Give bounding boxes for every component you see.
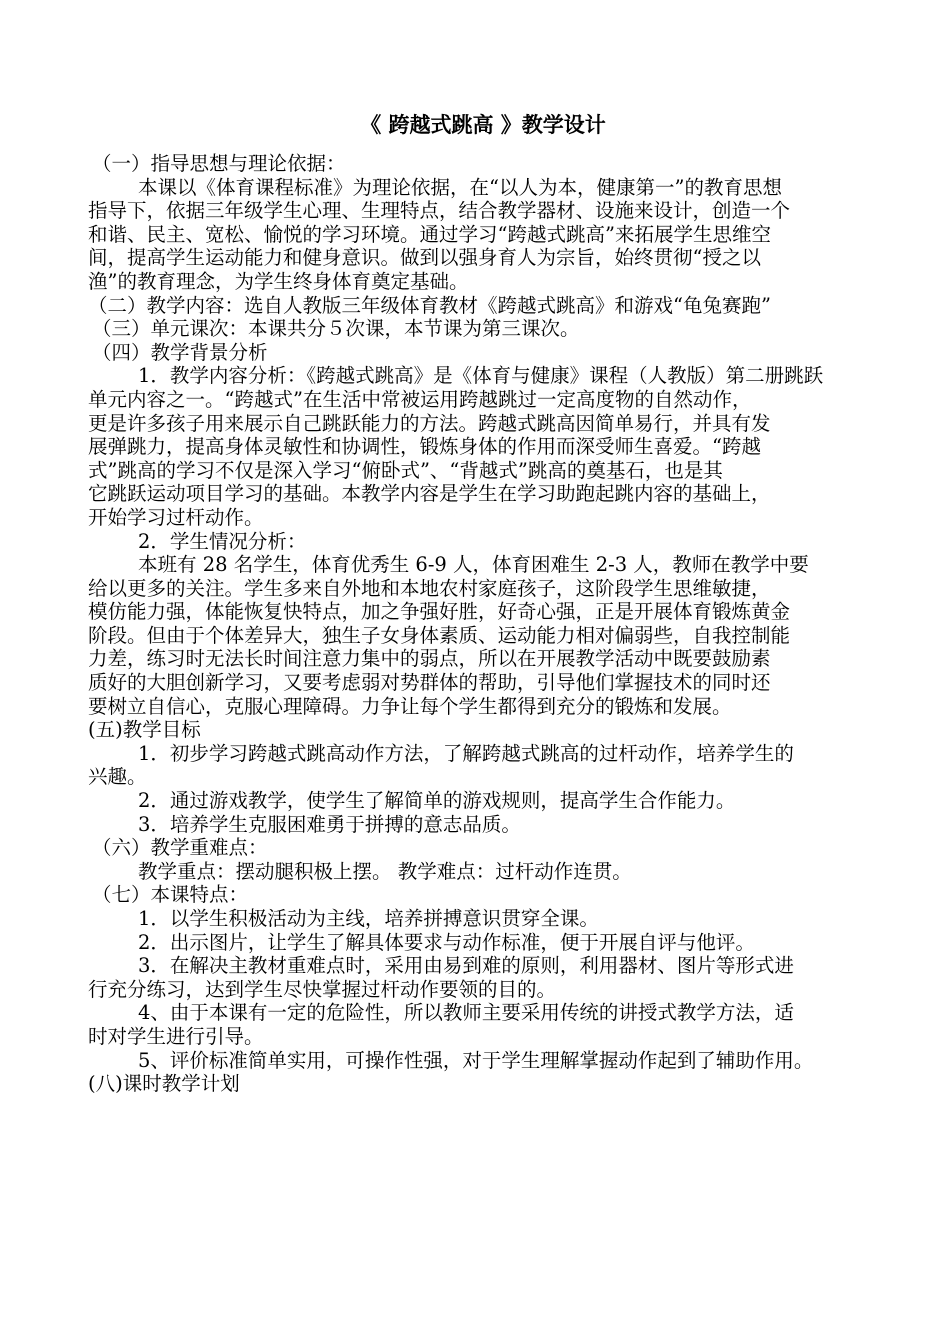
paragraph-line: 更是许多孩子用来展示自己跳跃能力的方法。跨越式跳高因简单易行，并具有发 (88, 411, 771, 435)
paragraph-line: 指导下，依据三年级学生心理、生理特点，结合教学器材、设施来设计，创造一个 (88, 199, 791, 223)
paragraph-line: 间，提高学生运动能力和健身意识。做到以强身育人为宗旨，始终贯彻“授之以 (88, 246, 761, 270)
paragraph-line: 行充分练习，达到学生尽快掌握过杆动作要领的目的。 (88, 977, 557, 1001)
paragraph-line: 2．出示图片，让学生了解具体要求与动作标准，便于开展自评与他评。 (138, 930, 755, 954)
paragraph-line: 给以更多的关注。学生多来自外地和本地农村家庭孩子，这阶段学生思维敏捷， (88, 576, 771, 600)
paragraph-line: 渔”的教育理念，为学生终身体育奠定基础。 (88, 269, 469, 293)
paragraph-line: 力差，练习时无法长时间注意力集中的弱点，所以在开展教学活动中既要鼓励素 (88, 647, 771, 671)
paragraph-line: 1．初步学习跨越式跳高动作方法，了解跨越式跳高的过杆动作，培养学生的 (138, 741, 794, 765)
paragraph-line: 阶段。但由于个体差异大，独生子女身体素质、运动能力相对偏弱些，自我控制能 (88, 623, 791, 647)
section-heading: （一）指导思想与理论依据： (92, 152, 346, 175)
paragraph-line: 时对学生进行引导。 (88, 1024, 264, 1048)
paragraph-line: 本班有 28 名学生，体育优秀生 6-9 人，体育困难生 2-3 人，教师在教学中要 (138, 553, 809, 577)
document-title: 《 跨越式跳高 》教学设计 (360, 113, 606, 137)
document-body (88, 152, 868, 1096)
paragraph-line: 教学重点：摆动腿积极上摆。 教学难点：过杆动作连贯。 (138, 859, 632, 883)
paragraph-line: 要树立自信心，克服心理障碍。力争让每个学生都得到充分的锻炼和发展。 (88, 694, 732, 718)
paragraph-line: 4、由于本课有一定的危险性，所以教师主要采用传统的讲授式教学方法，适 (138, 1001, 794, 1025)
section-heading: （二）教学内容：选自人教版三年级体育教材《跨越式跳高》和游戏“龟兔赛跑” (88, 293, 771, 317)
paragraph-line: 开始学习过杆动作。 (88, 505, 264, 529)
paragraph-line: 式”跳高的学习不仅是深入学习“俯卧式”、“背越式”跳高的奠基石，也是其 (88, 458, 723, 482)
paragraph-line: 展弹跳力，提高身体灵敏性和协调性，锻炼身体的作用而深受师生喜爱。“跨越 (88, 435, 761, 459)
section-heading: （七）本课特点： (92, 883, 249, 907)
document-page (88, 110, 868, 1096)
paragraph-line: 质好的大胆创新学习，又要考虑弱对势群体的帮助，引导他们掌握技术的同时还 (88, 671, 771, 695)
section-heading: (八)课时教学计划 (88, 1072, 240, 1096)
section-heading: (五)教学目标 (88, 718, 201, 742)
paragraph-line: 单元内容之一。“跨越式”在生活中常被运用跨越跳过一定高度物的自然动作， (88, 387, 752, 411)
paragraph-line: 1．教学内容分析：《跨越式跳高》是《体育与健康》课程（人教版）第二册跳跃 (138, 364, 824, 388)
section-heading: （三）单元课次：本课共分５次课，本节课为第三课次。 (92, 317, 580, 341)
paragraph-line: 3．培养学生克服困难勇于拼搏的意志品质。 (138, 812, 521, 836)
paragraph-line: 本课以《体育课程标准》为理论依据，在“以人为本，健康第一”的教育思想 (138, 175, 782, 199)
section-heading: （四）教学背景分析 (92, 340, 268, 364)
paragraph-line: 5、评价标准简单实用，可操作性强，对于学生理解掌握动作起到了辅助作用。 (138, 1048, 814, 1072)
paragraph-line: 3．在解决主教材重难点时，采用由易到难的原则，利用器材、图片等形式进 (138, 954, 794, 978)
paragraph-line: 2．学生情况分析： (138, 529, 307, 553)
section-heading: （六）教学重难点： (92, 836, 268, 860)
paragraph-line: 它跳跃运动项目学习的基础。本教学内容是学生在学习助跑起跳内容的基础上， (88, 482, 771, 506)
paragraph-line: 2．通过游戏教学，使学生了解简单的游戏规则，提高学生合作能力。 (138, 789, 736, 813)
paragraph-line: 兴趣。 (88, 765, 147, 789)
paragraph-line: 模仿能力强，体能恢复快特点，加之争强好胜，好奇心强，正是开展体育锻炼黄金 (88, 600, 791, 624)
paragraph-line: 和谐、民主、宽松、愉悦的学习环境。通过学习“跨越式跳高”来拓展学生思维空 (88, 222, 771, 246)
paragraph-line: 1．以学生积极活动为主线，培养拼搏意识贯穿全课。 (138, 907, 599, 930)
